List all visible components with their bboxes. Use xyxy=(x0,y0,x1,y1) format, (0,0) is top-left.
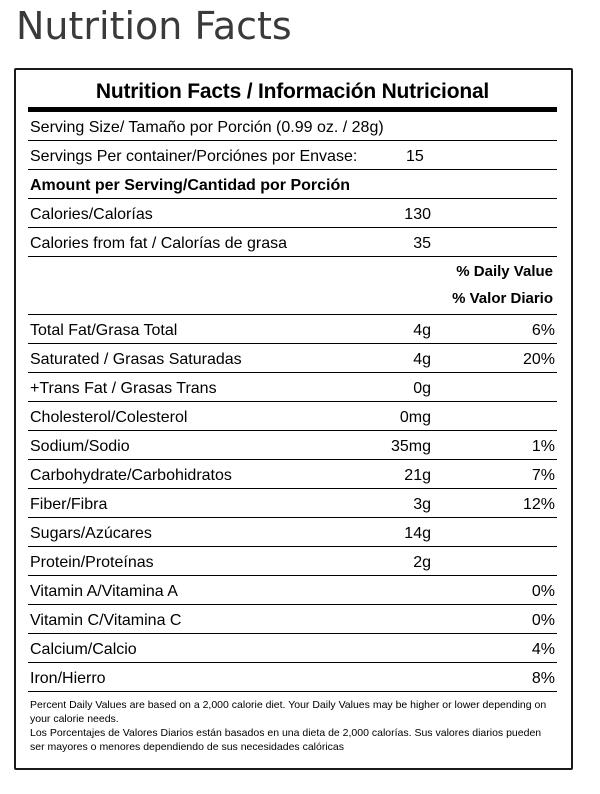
serving-size-row xyxy=(28,112,557,141)
nutrient-name: Sugars/Azúcares xyxy=(30,525,152,542)
vitamin-name: Calcium/Calcio xyxy=(30,641,137,658)
daily-value-header-en: % Daily Value xyxy=(456,263,553,280)
daily-value-header-es: % Valor Diario xyxy=(452,290,553,307)
nutrient-amount: 21g xyxy=(404,467,431,484)
nutrient-amount: 35mg xyxy=(390,438,431,455)
nutrient-name: Protein/Proteínas xyxy=(30,554,154,571)
daily-value-header-row xyxy=(28,257,557,315)
nutrient-name: Total Fat/Grasa Total xyxy=(30,322,178,339)
vitamin-list xyxy=(28,576,557,692)
footnote-en: Percent Daily Values are based on a 2,000 calorie diet. Your Daily Values may be higher or lower depending on your calorie needs. xyxy=(30,699,547,725)
page-title: Nutrition Facts xyxy=(16,4,292,48)
nutrient-amount: 2g xyxy=(413,554,431,571)
amount-per-serving: Amount per Serving/Cantidad por Porción xyxy=(30,177,351,194)
vitamin-name: Vitamin C/Vitamina C xyxy=(30,612,182,629)
nutrient-row xyxy=(28,315,557,344)
serving-size: Serving Size/ Tamaño por Porción (0.99 oz. / 28g) xyxy=(30,119,384,136)
calories-fat-value: 35 xyxy=(413,235,431,252)
nutrient-row xyxy=(28,489,557,518)
nutrient-row xyxy=(28,431,557,460)
nutrient-daily-value: 7% xyxy=(531,467,555,484)
servings-value: 15 xyxy=(406,148,424,165)
label-header: Nutrition Facts / Información Nutricional xyxy=(28,70,557,112)
vitamin-name: Iron/Hierro xyxy=(30,670,106,687)
vitamin-daily-value: 4% xyxy=(531,641,555,658)
calories-fat-label: Calories from fat / Calorías de grasa xyxy=(30,235,287,252)
nutrient-row xyxy=(28,402,557,431)
vitamin-row xyxy=(28,663,557,692)
nutrient-name: Saturated / Grasas Saturadas xyxy=(30,351,242,368)
nutrient-row xyxy=(28,547,557,576)
calories-fat-row xyxy=(28,228,557,257)
calories-value: 130 xyxy=(404,206,431,223)
nutrient-row xyxy=(28,518,557,547)
calories-label: Calories/Calorías xyxy=(30,206,153,223)
nutrient-daily-value: 20% xyxy=(522,351,555,368)
nutrient-amount: 3g xyxy=(413,496,431,513)
nutrient-name: Fiber/Fibra xyxy=(30,496,108,513)
nutrient-amount: 4g xyxy=(413,351,431,368)
nutrient-amount: 0g xyxy=(413,380,431,397)
nutrition-label xyxy=(14,68,573,770)
servings-row xyxy=(28,141,557,170)
nutrient-name: Cholesterol/Colesterol xyxy=(30,409,188,426)
servings-label: Servings Per container/Porciónes por Envase: xyxy=(30,148,358,165)
nutrient-amount: 0mg xyxy=(399,409,431,426)
footnote-es: Los Porcentajes de Valores Diarios están basados en una dieta de 2,000 calorías. Sus valores diarios pueden ser mayores o menores dependiendo de sus necesidades calóricas xyxy=(30,727,542,753)
nutrient-row xyxy=(28,373,557,402)
vitamin-daily-value: 0% xyxy=(531,612,555,629)
nutrient-amount: 4g xyxy=(413,322,431,339)
vitamin-daily-value: 8% xyxy=(531,670,555,687)
nutrient-amount: 14g xyxy=(404,525,431,542)
calories-row xyxy=(28,199,557,228)
nutrient-name: Carbohydrate/Carbohidratos xyxy=(30,467,232,484)
vitamin-name: Vitamin A/Vitamina A xyxy=(30,583,178,600)
vitamin-daily-value: 0% xyxy=(531,583,555,600)
vitamin-row xyxy=(28,576,557,605)
vitamin-row xyxy=(28,634,557,663)
amount-per-serving-row xyxy=(28,170,557,199)
nutrient-daily-value: 12% xyxy=(522,496,555,513)
nutrient-row xyxy=(28,344,557,373)
nutrient-daily-value: 6% xyxy=(531,322,555,339)
footnote xyxy=(28,692,557,754)
nutrition-label-inner xyxy=(28,70,557,754)
nutrient-list xyxy=(28,315,557,576)
nutrient-row xyxy=(28,460,557,489)
nutrient-name: Sodium/Sodio xyxy=(30,438,130,455)
vitamin-row xyxy=(28,605,557,634)
nutrient-name: +Trans Fat / Grasas Trans xyxy=(30,380,217,397)
nutrient-daily-value: 1% xyxy=(531,438,555,455)
